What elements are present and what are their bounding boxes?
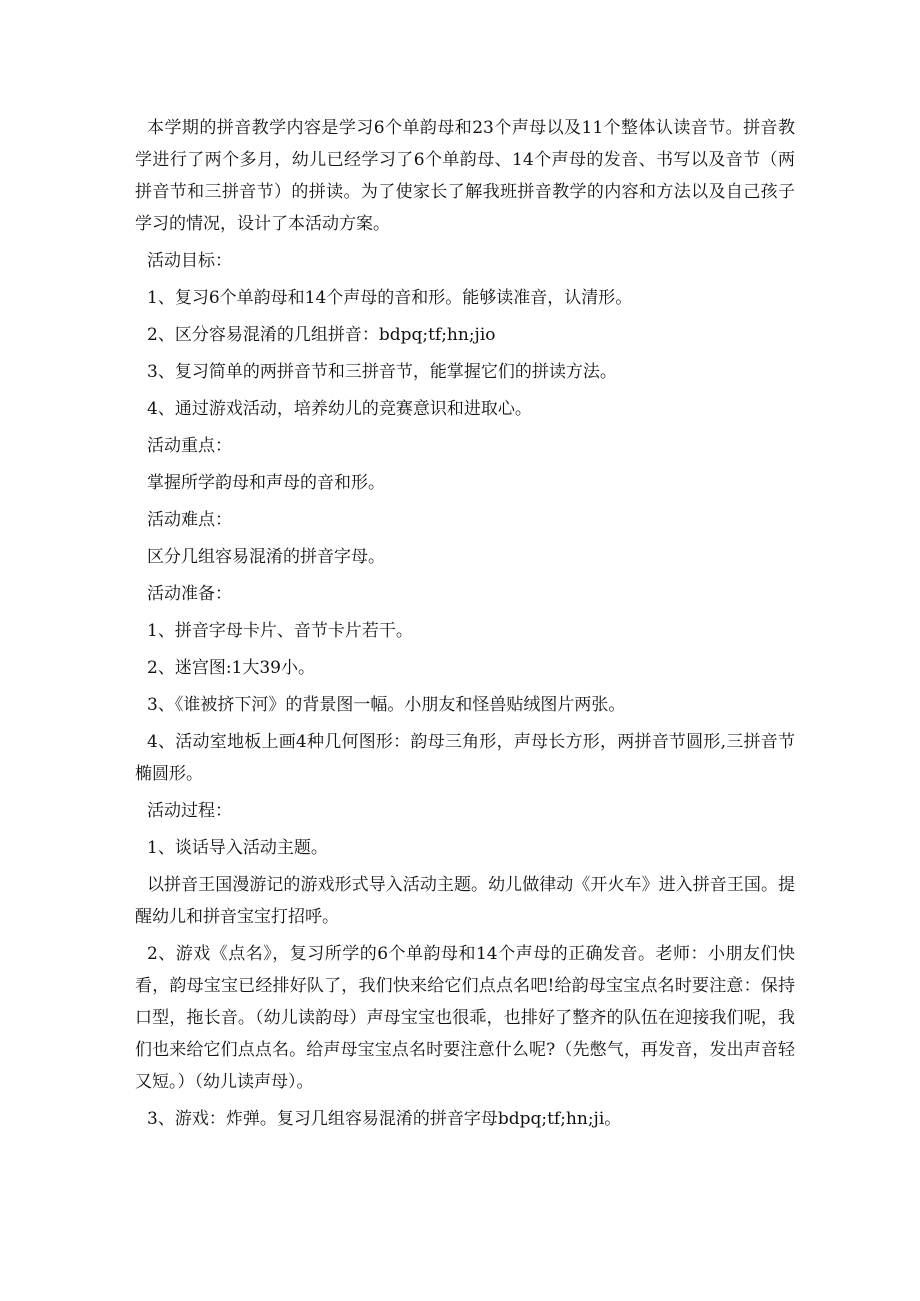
goal-item-2: 2、区分容易混淆的几组拼音：bdpq;tf;hn;jio [147,325,496,345]
process-item-1-detail: 以拼音王国漫游记的游戏形式导入活动主题。幼儿做律动《开火车》进入拼音王国。提醒幼儿和拼音宝宝打招呼。 [135,875,795,927]
preparation-item-2: 2、迷宫图:1大39小。 [147,658,315,678]
process-item-3: 3、游戏：炸弹。复习几组容易混淆的拼音字母bdpq;tf;hn;ji。 [147,1109,622,1129]
process-item-1: 1、谈话导入活动主题。 [147,838,328,858]
document-body [135,112,795,1140]
preparation-item-4: 4、活动室地板上画4种几何图形：韵母三角形，声母长方形，两拼音节圆形,三拼音节椭圆形。 [135,732,795,784]
preparation-item-1: 1、拼音字母卡片、音节卡片若干。 [147,621,413,641]
difficulty-text: 区分几组容易混淆的拼音字母。 [147,547,385,567]
preparation-item-3: 3、《谁被挤下河》的背景图一幅。小朋友和怪兽贴绒图片两张。 [147,695,626,715]
intro-paragraph: 本学期的拼音教学内容是学习6个单韵母和23个声母以及11个整体认读音节。拼音教学进行了两个多月，幼儿已经学习了6个单韵母、14个声母的发音、书写以及音节（两拼音节和三拼音节）的拼读。为了使家长了解我班拼音教学的内容和方法以及自己孩子学习的情况，设计了本活动方案。 [135,118,795,234]
section-heading-preparation: 活动准备： [147,584,232,604]
goal-item-1: 1、复习6个单韵母和14个声母的音和形。能够读准音，认清形。 [147,288,633,308]
section-heading-goals: 活动目标： [147,251,232,271]
goal-item-4: 4、通过游戏活动，培养幼儿的竞赛意识和进取心。 [147,399,532,419]
section-heading-difficulty: 活动难点： [147,510,232,530]
process-item-2: 2、游戏《点名》，复习所学的6个单韵母和14个声母的正确发音。老师：小朋友们快看，韵母宝宝已经排好队了，我们快来给它们点点名吧!给韵母宝宝点名时要注意：保持口型，拖长音。（幼儿读韵母）声母宝宝也很乖，也排好了整齐的队伍在迎接我们呢，我们也来给它们点点名。给声母宝宝点名时要注意什么呢?（先憋气，再发音，发出声音轻又短。）（幼儿读声母）。 [135,944,795,1092]
section-heading-process: 活动过程： [147,801,232,821]
section-heading-focus: 活动重点： [147,436,232,456]
focus-text: 掌握所学韵母和声母的音和形。 [147,473,385,493]
goal-item-3: 3、复习简单的两拼音节和三拼音节，能掌握它们的拼读方法。 [147,362,617,382]
